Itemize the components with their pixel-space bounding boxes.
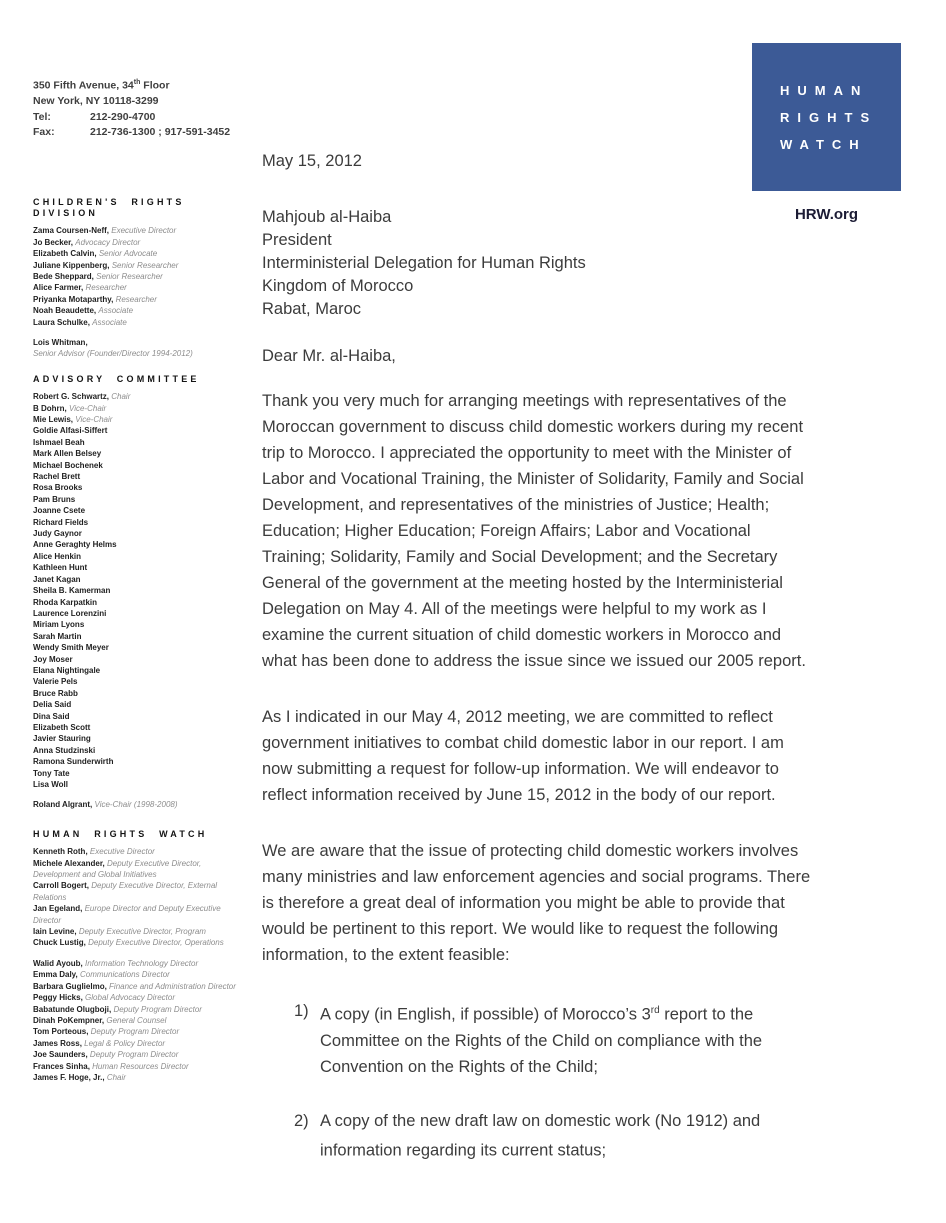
staff-member bbox=[33, 1072, 247, 1083]
member-name: Lois Whitman, bbox=[33, 337, 88, 347]
staff-member bbox=[33, 225, 247, 236]
member-title: Senior Researcher bbox=[96, 271, 163, 281]
children-rights-division-section bbox=[33, 197, 247, 360]
staff-member bbox=[33, 248, 247, 259]
committee-member bbox=[33, 574, 247, 585]
recipient-line: Kingdom of Morocco bbox=[262, 277, 414, 295]
item-text: A copy of the new draft law on domestic work (No 1912) and information regarding its current status; bbox=[320, 1111, 761, 1159]
children-rights-division-heading: CHILDREN'S RIGHTS DIVISION bbox=[33, 196, 185, 218]
advisory-committee-list bbox=[33, 391, 247, 790]
member-name: Bruce Rabb bbox=[33, 688, 78, 698]
request-list bbox=[294, 998, 818, 1163]
member-name: Laura Schulke, bbox=[33, 317, 90, 327]
member-title: Researcher bbox=[115, 294, 157, 304]
request-item bbox=[294, 1108, 818, 1164]
member-name: Michele Alexander, bbox=[33, 858, 105, 868]
member-title: Deputy Program Director bbox=[89, 1050, 179, 1060]
committee-member bbox=[33, 688, 247, 699]
committee-member bbox=[33, 517, 247, 528]
committee-member bbox=[33, 425, 247, 436]
staff-member bbox=[33, 1061, 247, 1072]
hrw-leadership-list bbox=[33, 846, 247, 949]
member-name: Elizabeth Scott bbox=[33, 722, 91, 732]
staff-member bbox=[33, 282, 247, 293]
staff-member bbox=[33, 958, 247, 969]
member-name: Juliane Kippenberg, bbox=[33, 260, 110, 270]
member-name: Chuck Lustig, bbox=[33, 938, 86, 948]
member-name: Roland Algrant, bbox=[33, 800, 93, 810]
member-name: Mark Allen Belsey bbox=[33, 449, 102, 459]
member-title: Deputy Executive Director, Operations bbox=[88, 938, 224, 948]
tel-label: Tel: bbox=[33, 110, 51, 123]
letter-body bbox=[262, 148, 818, 1191]
member-title: Senior Researcher bbox=[111, 260, 179, 270]
staff-member bbox=[33, 305, 247, 316]
committee-member bbox=[33, 562, 247, 573]
member-title: Deputy Executive Director, External Relations bbox=[33, 881, 218, 902]
member-name: Delia Said bbox=[33, 700, 72, 710]
member-name: Robert G. Schwartz, bbox=[33, 392, 110, 402]
member-name: Peggy Hicks, bbox=[33, 993, 83, 1003]
hrw-directors-list bbox=[33, 958, 247, 1083]
staff-member bbox=[33, 926, 247, 937]
member-title: Communications Director bbox=[80, 970, 170, 980]
member-title: Global Advocacy Director bbox=[85, 993, 176, 1003]
committee-member bbox=[33, 699, 247, 710]
staff-member bbox=[33, 271, 247, 282]
staff-member bbox=[33, 846, 247, 857]
hrw-logo-line: RIGHTS bbox=[780, 109, 878, 125]
member-title: Finance and Administration Director bbox=[109, 981, 236, 991]
tel-value: 212-290-4700 bbox=[90, 110, 156, 123]
paragraphs bbox=[262, 388, 818, 968]
member-name: Alice Farmer, bbox=[33, 283, 84, 293]
member-name: Babatunde Olugboji, bbox=[33, 1004, 112, 1014]
staff-member bbox=[33, 1004, 247, 1015]
staff-member bbox=[33, 237, 247, 248]
letterhead-sidebar bbox=[33, 75, 247, 1083]
committee-member bbox=[33, 403, 247, 414]
member-name: Joe Saunders, bbox=[33, 1050, 88, 1060]
member-title: Legal & Policy Director bbox=[84, 1038, 166, 1048]
member-name: Lisa Woll bbox=[33, 780, 68, 789]
recipient-line: Interministerial Delegation for Human Rights bbox=[262, 254, 586, 272]
committee-member bbox=[33, 414, 247, 425]
committee-member bbox=[33, 756, 247, 767]
member-title: Researcher bbox=[85, 283, 127, 293]
member-name: Rhoda Karpatkin bbox=[33, 597, 98, 607]
member-title: Vice-Chair bbox=[69, 403, 107, 413]
member-name: Bede Sheppard, bbox=[33, 271, 94, 281]
staff-member bbox=[33, 294, 247, 305]
member-name: Alice Henkin bbox=[33, 551, 82, 561]
advisory-committee-section bbox=[33, 374, 247, 811]
hrw-staff-heading: HUMAN RIGHTS WATCH bbox=[33, 828, 208, 839]
member-name: Rachel Brett bbox=[33, 472, 81, 482]
recipient-block bbox=[262, 206, 818, 321]
member-name: Elizabeth Calvin, bbox=[33, 249, 97, 259]
hrw-staff-section bbox=[33, 829, 247, 1084]
staff-member bbox=[33, 880, 247, 903]
children-rights-division-list bbox=[33, 225, 247, 328]
member-title: Human Resources Director bbox=[92, 1061, 189, 1071]
member-title: Deputy Program Director bbox=[90, 1027, 180, 1037]
member-name: Tony Tate bbox=[33, 768, 70, 778]
committee-member bbox=[33, 505, 247, 516]
member-name: Anne Geraghty Helms bbox=[33, 540, 117, 550]
tel-row bbox=[33, 110, 247, 126]
member-name: Walid Ayoub, bbox=[33, 958, 83, 968]
committee-member bbox=[33, 722, 247, 733]
committee-member bbox=[33, 642, 247, 653]
committee-member bbox=[33, 676, 247, 687]
committee-member bbox=[33, 597, 247, 608]
committee-member bbox=[33, 460, 247, 471]
staff-member bbox=[33, 992, 247, 1003]
fax-row bbox=[33, 125, 247, 141]
staff-member bbox=[33, 903, 247, 926]
member-title: Advocacy Director bbox=[75, 237, 141, 247]
member-name: Kathleen Hunt bbox=[33, 563, 88, 573]
committee-member bbox=[33, 711, 247, 722]
committee-member bbox=[33, 437, 247, 448]
member-title: Senior Advisor (Founder/Director 1994-2012) bbox=[33, 349, 193, 359]
committee-member bbox=[33, 539, 247, 550]
member-name: Joy Moser bbox=[33, 654, 73, 664]
fax-label: Fax: bbox=[33, 126, 55, 138]
member-name: Rosa Brooks bbox=[33, 483, 83, 493]
recipient-line: Mahjoub al-Haiba bbox=[262, 208, 392, 226]
member-name: Pam Bruns bbox=[33, 494, 76, 504]
staff-member bbox=[33, 260, 247, 271]
staff-member bbox=[33, 937, 247, 948]
committee-member bbox=[33, 482, 247, 493]
former-vice-chair-row bbox=[33, 799, 247, 810]
member-name: B Dohrn, bbox=[33, 403, 67, 413]
member-name: Dinah PoKempner, bbox=[33, 1015, 105, 1025]
member-name: Dina Said bbox=[33, 711, 70, 721]
member-name: Goldie Alfasi-Siffert bbox=[33, 426, 108, 436]
member-name: Sheila B. Kamerman bbox=[33, 586, 111, 596]
member-name: Carroll Bogert, bbox=[33, 881, 90, 891]
staff-member bbox=[33, 858, 247, 881]
member-name: Priyanka Motaparthy, bbox=[33, 294, 114, 304]
committee-member bbox=[33, 585, 247, 596]
committee-member bbox=[33, 631, 247, 642]
committee-member bbox=[33, 654, 247, 665]
member-name: Frances Sinha, bbox=[33, 1061, 90, 1071]
committee-member bbox=[33, 745, 247, 756]
member-title: Senior Advocate bbox=[98, 249, 158, 259]
member-title: Executive Director bbox=[89, 847, 155, 857]
member-name: Laurence Lorenzini bbox=[33, 608, 107, 618]
staff-member bbox=[33, 1038, 247, 1049]
staff-member bbox=[33, 1026, 247, 1037]
staff-member bbox=[33, 1015, 247, 1026]
member-title: Executive Director bbox=[111, 226, 177, 236]
recipient-line: President bbox=[262, 231, 332, 249]
member-name: Ramona Sunderwirth bbox=[33, 757, 114, 767]
committee-member bbox=[33, 391, 247, 402]
member-name: Noah Beaudette, bbox=[33, 306, 97, 316]
member-title: Deputy Executive Director, Program bbox=[78, 927, 206, 937]
item-number: 2) bbox=[294, 1111, 309, 1130]
salutation: Dear Mr. al-Haiba, bbox=[262, 347, 396, 365]
fax-value: 212-736-1300 ; 917-591-3452 bbox=[90, 126, 231, 138]
committee-member bbox=[33, 733, 247, 744]
hrw-logo-line: HUMAN bbox=[780, 82, 869, 98]
committee-member bbox=[33, 471, 247, 482]
staff-member bbox=[33, 1049, 247, 1060]
address-line-2: New York, NY 10118-3299 bbox=[33, 95, 159, 107]
hrw-org-label: HRW.org bbox=[794, 206, 859, 223]
member-name: Valerie Pels bbox=[33, 677, 78, 687]
committee-member bbox=[33, 448, 247, 459]
member-title: Europe Director and Deputy Executive Director bbox=[33, 904, 221, 925]
member-name: Richard Fields bbox=[33, 517, 89, 527]
committee-member bbox=[33, 665, 247, 676]
committee-member bbox=[33, 768, 247, 779]
member-name: Elana Nightingale bbox=[33, 665, 101, 675]
staff-member bbox=[33, 969, 247, 980]
member-title: Deputy Program Director bbox=[113, 1004, 202, 1014]
advisory-committee-heading: ADVISORY COMMITTEE bbox=[33, 373, 200, 384]
member-title: Chair bbox=[111, 392, 131, 402]
committee-member bbox=[33, 551, 247, 562]
staff-member bbox=[33, 981, 247, 992]
senior-advisor-row bbox=[33, 337, 247, 360]
letterhead-address bbox=[33, 75, 247, 141]
member-name: Emma Daly, bbox=[33, 970, 78, 980]
member-name: Tom Porteous, bbox=[33, 1027, 89, 1037]
member-name: Joanne Csete bbox=[33, 506, 86, 516]
member-title: Associate bbox=[92, 317, 127, 327]
member-name: Mie Lewis, bbox=[33, 415, 74, 424]
member-name: Kenneth Roth, bbox=[33, 847, 88, 857]
committee-member bbox=[33, 528, 247, 539]
request-item bbox=[294, 998, 818, 1080]
member-name: Iain Levine, bbox=[33, 927, 77, 937]
member-title: General Counsel bbox=[106, 1015, 167, 1025]
member-title: Associate bbox=[98, 306, 134, 316]
letter-paragraph: We are aware that the issue of protecting child domestic workers involves many ministries and law enforcement agencies and social programs. There is therefore a great deal of information you might be able to provide that would be pertinent to this report. We would like to request the following information, to the extent feasible: bbox=[262, 842, 811, 964]
member-name: Michael Bochenek bbox=[33, 460, 103, 470]
member-name: Jan Egeland, bbox=[33, 904, 83, 914]
member-title: Vice-Chair bbox=[75, 415, 113, 424]
hrw-logo-line: WATCH bbox=[780, 136, 867, 152]
member-name: Jo Becker, bbox=[33, 237, 74, 247]
item-number: 1) bbox=[294, 1002, 309, 1020]
committee-member bbox=[33, 494, 247, 505]
member-name: Miriam Lyons bbox=[33, 620, 85, 630]
member-title: Chair bbox=[106, 1072, 126, 1082]
member-name: James F. Hoge, Jr., bbox=[33, 1072, 105, 1082]
letter-paragraph: Thank you very much for arranging meetings with representatives of the Moroccan government to discuss child domestic workers during my recent trip to Morocco. I appreciated the opportunity to meet with the Minister of Labor and Vocational Training, the Minister of Solidarity, Family and Social Development, and representatives of the ministries of Justice; Health; Education; Higher Education; Foreign Affairs; Labor and Vocational Training; Solidarity, Family and Social Development; and the Secretary General of the government at the meeting hosted by the Interministerial Delegation on May 4. All of the meetings were helpful to my work as I examine the current situation of child domestic workers in Morocco and what has been done to address the issue since we issued our 2005 report. bbox=[262, 392, 806, 670]
member-name: James Ross, bbox=[33, 1038, 82, 1048]
member-title: Vice-Chair (1998-2008) bbox=[94, 800, 178, 810]
member-name: Janet Kagan bbox=[33, 574, 81, 584]
member-name: Anna Studzinski bbox=[33, 745, 96, 755]
member-title: Deputy Executive Director, Development and Global Initiatives bbox=[33, 858, 202, 880]
member-name: Judy Gaynor bbox=[33, 529, 82, 539]
member-name: Barbara Guglielmo, bbox=[33, 981, 107, 991]
staff-member bbox=[33, 317, 247, 328]
recipient-line: Rabat, Maroc bbox=[262, 300, 362, 318]
letter-date: May 15, 2012 bbox=[262, 152, 362, 170]
member-name: Zama Coursen-Neff, bbox=[33, 226, 110, 236]
address-line-1: 350 Fifth Avenue, 34th Floor bbox=[33, 79, 170, 92]
member-name: Ishmael Beah bbox=[33, 437, 85, 447]
member-name: Sarah Martin bbox=[33, 631, 82, 641]
committee-member bbox=[33, 779, 247, 790]
item-text: A copy (in English, if possible) of Morocco’s 3rd report to the Committee on the Rights of the Child on compliance with the Convention on the Rights of the Child; bbox=[320, 1005, 763, 1076]
letter-paragraph: As I indicated in our May 4, 2012 meeting, we are committed to reflect government initiatives to combat child domestic labor in our report. I am now submitting a request for follow-up information. We will endeavor to reflect information received by June 15, 2012 in the body of our report. bbox=[262, 708, 784, 804]
committee-member bbox=[33, 608, 247, 619]
member-name: Wendy Smith Meyer bbox=[33, 643, 109, 653]
member-title: Information Technology Director bbox=[85, 958, 199, 968]
committee-member bbox=[33, 619, 247, 630]
member-name: Javier Stauring bbox=[33, 734, 91, 744]
